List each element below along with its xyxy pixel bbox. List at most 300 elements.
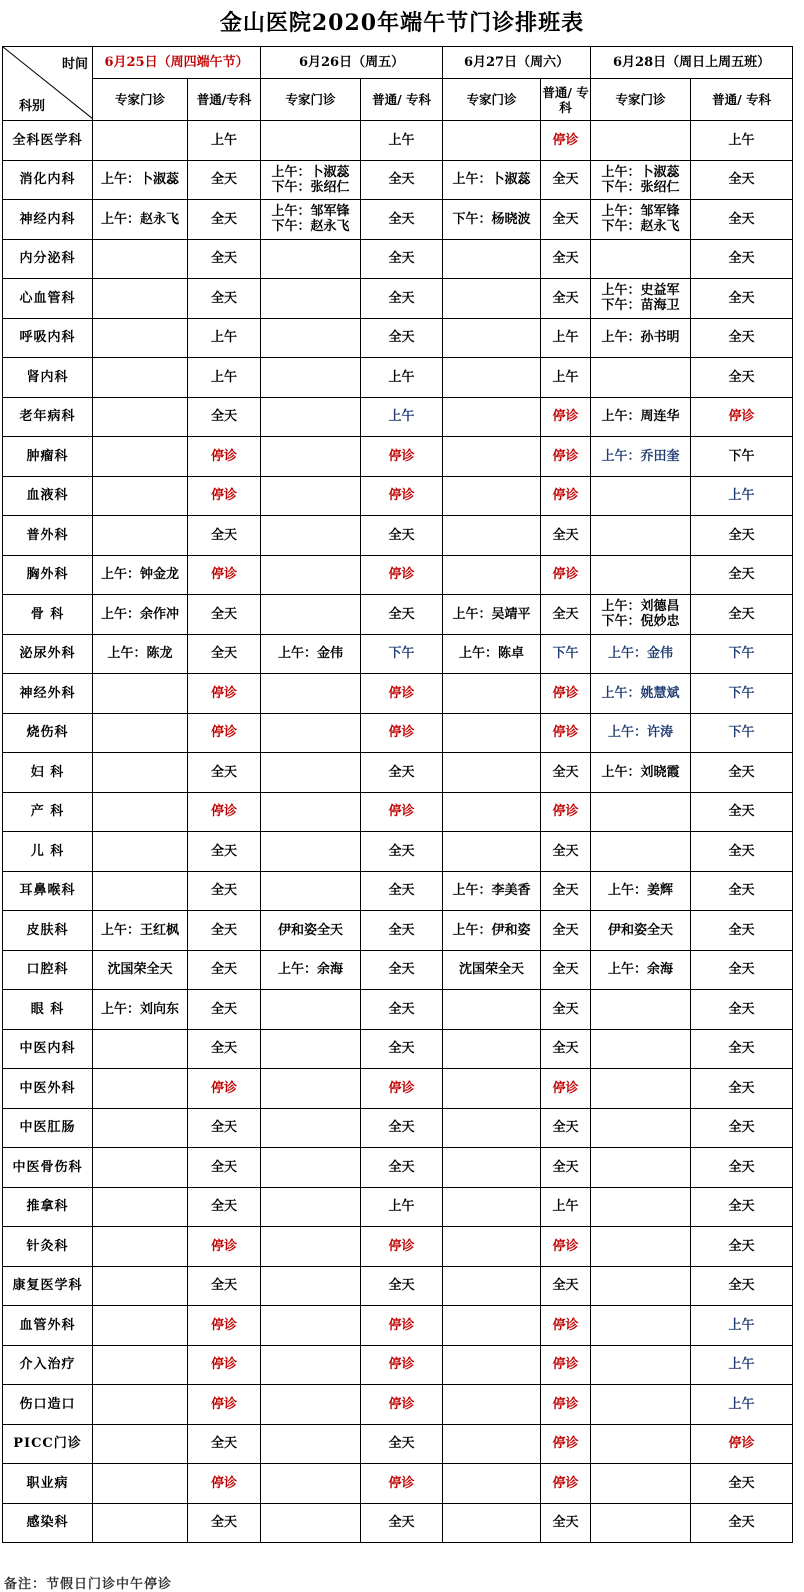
expert-clinic-cell <box>93 318 188 358</box>
expert-clinic-cell <box>93 1464 188 1504</box>
department-name: 骨 科 <box>3 595 93 635</box>
general-clinic-cell: 全天 <box>541 832 591 872</box>
expert-clinic-cell <box>591 516 691 556</box>
general-clinic-cell: 停诊 <box>188 792 261 832</box>
expert-clinic-cell <box>93 358 188 398</box>
table-row <box>3 1108 793 1148</box>
department-name: 烧伤科 <box>3 713 93 753</box>
general-clinic-cell: 全天 <box>188 397 261 437</box>
general-clinic-cell: 全天 <box>188 1266 261 1306</box>
department-name: 内分泌科 <box>3 239 93 279</box>
expert-clinic-cell: 下午：杨晓波 <box>443 200 541 240</box>
general-clinic-cell: 全天 <box>188 239 261 279</box>
expert-clinic-cell: 上午：李美香 <box>443 871 541 911</box>
expert-clinic-cell <box>443 555 541 595</box>
expert-clinic-cell <box>261 1187 361 1227</box>
expert-clinic-cell <box>93 397 188 437</box>
department-name: 老年病科 <box>3 397 93 437</box>
general-clinic-cell: 全天 <box>541 911 591 951</box>
general-clinic-cell: 停诊 <box>541 437 591 477</box>
expert-clinic-cell: 上午：余作冲 <box>93 595 188 635</box>
footer-note: 备注：节假日门诊中午停诊 <box>4 1577 173 1592</box>
general-clinic-cell: 停诊 <box>691 1424 793 1464</box>
general-clinic-cell: 停诊 <box>541 476 591 516</box>
expert-clinic-cell <box>261 1385 361 1425</box>
expert-clinic-cell <box>93 1029 188 1069</box>
table-row <box>3 713 793 753</box>
table-row <box>3 1503 793 1543</box>
department-name: 中医内科 <box>3 1029 93 1069</box>
expert-clinic-cell: 上午：余海 <box>591 950 691 990</box>
expert-clinic-cell <box>591 1385 691 1425</box>
general-clinic-cell: 全天 <box>541 753 591 793</box>
table-row <box>3 990 793 1030</box>
expert-clinic-cell <box>591 1306 691 1346</box>
general-clinic-cell: 停诊 <box>541 121 591 161</box>
general-clinic-cell: 停诊 <box>541 397 591 437</box>
department-name: 产 科 <box>3 792 93 832</box>
general-clinic-cell: 上午 <box>541 1187 591 1227</box>
general-clinic-cell: 全天 <box>691 753 793 793</box>
general-clinic-cell: 全天 <box>691 832 793 872</box>
table-row <box>3 437 793 477</box>
general-clinic-cell: 上午 <box>541 318 591 358</box>
general-clinic-cell: 全天 <box>541 239 591 279</box>
expert-clinic-cell <box>591 1345 691 1385</box>
expert-clinic-cell <box>93 1345 188 1385</box>
general-clinic-cell: 全天 <box>361 911 443 951</box>
day-header-0625: 6月25日（周四端午节） <box>93 47 261 79</box>
expert-clinic-cell: 上午：许涛 <box>591 713 691 753</box>
general-clinic-cell: 全天 <box>361 160 443 200</box>
expert-clinic-cell <box>261 1148 361 1188</box>
expert-clinic-cell <box>591 832 691 872</box>
expert-clinic-cell: 上午：卜淑蕊 <box>93 160 188 200</box>
expert-clinic-cell: 上午：王红枫 <box>93 911 188 951</box>
expert-clinic-cell <box>261 595 361 635</box>
expert-clinic-cell: 伊和姿全天 <box>261 911 361 951</box>
general-clinic-cell: 全天 <box>691 1069 793 1109</box>
corner-header-cell <box>3 47 93 121</box>
department-name: 消化内科 <box>3 160 93 200</box>
sub-header-general: 普通/ 专科 <box>691 79 793 121</box>
table-row <box>3 397 793 437</box>
general-clinic-cell: 全天 <box>691 1148 793 1188</box>
sub-header-expert: 专家门诊 <box>591 79 691 121</box>
general-clinic-cell: 上午 <box>361 358 443 398</box>
general-clinic-cell: 全天 <box>361 832 443 872</box>
expert-clinic-cell <box>261 239 361 279</box>
general-clinic-cell: 停诊 <box>361 674 443 714</box>
general-clinic-cell: 上午 <box>691 476 793 516</box>
general-clinic-cell: 停诊 <box>361 792 443 832</box>
general-clinic-cell: 全天 <box>541 200 591 240</box>
general-clinic-cell: 全天 <box>691 1503 793 1543</box>
department-name: 血液科 <box>3 476 93 516</box>
general-clinic-cell: 停诊 <box>361 1345 443 1385</box>
expert-clinic-cell: 上午：吴靖平 <box>443 595 541 635</box>
table-row <box>3 160 793 200</box>
general-clinic-cell: 全天 <box>188 1424 261 1464</box>
expert-clinic-cell <box>443 832 541 872</box>
general-clinic-cell: 停诊 <box>188 1227 261 1267</box>
general-clinic-cell: 全天 <box>361 279 443 319</box>
general-clinic-cell: 全天 <box>188 160 261 200</box>
expert-clinic-cell: 上午：余海 <box>261 950 361 990</box>
general-clinic-cell: 全天 <box>691 358 793 398</box>
general-clinic-cell: 全天 <box>691 792 793 832</box>
department-name: 伤口造口 <box>3 1385 93 1425</box>
general-clinic-cell: 停诊 <box>188 713 261 753</box>
expert-clinic-cell <box>443 1345 541 1385</box>
general-clinic-cell: 上午 <box>188 121 261 161</box>
general-clinic-cell: 下午 <box>361 634 443 674</box>
department-name: 口腔科 <box>3 950 93 990</box>
department-name: 中医骨伤科 <box>3 1148 93 1188</box>
general-clinic-cell: 停诊 <box>361 1069 443 1109</box>
general-clinic-cell: 全天 <box>361 1029 443 1069</box>
expert-clinic-cell <box>93 871 188 911</box>
expert-clinic-cell: 上午：周连华 <box>591 397 691 437</box>
expert-clinic-cell <box>443 1148 541 1188</box>
department-name: 血管外科 <box>3 1306 93 1346</box>
expert-clinic-cell <box>93 674 188 714</box>
department-name: 感染科 <box>3 1503 93 1543</box>
expert-clinic-cell <box>443 397 541 437</box>
expert-clinic-cell <box>591 1503 691 1543</box>
expert-clinic-cell <box>93 753 188 793</box>
expert-clinic-cell: 沈国荣全天 <box>93 950 188 990</box>
expert-clinic-cell <box>591 1227 691 1267</box>
general-clinic-cell: 全天 <box>361 595 443 635</box>
expert-clinic-cell <box>591 1148 691 1188</box>
expert-clinic-cell: 上午：伊和姿 <box>443 911 541 951</box>
expert-clinic-cell <box>261 1306 361 1346</box>
schedule-table <box>2 46 793 1543</box>
expert-clinic-cell: 上午：赵永飞 <box>93 200 188 240</box>
general-clinic-cell: 上午 <box>361 397 443 437</box>
general-clinic-cell: 停诊 <box>541 1385 591 1425</box>
general-clinic-cell: 上午 <box>691 1385 793 1425</box>
expert-clinic-cell <box>443 713 541 753</box>
general-clinic-cell: 全天 <box>361 950 443 990</box>
general-clinic-cell: 全天 <box>691 1029 793 1069</box>
expert-clinic-cell <box>93 279 188 319</box>
expert-clinic-cell <box>93 437 188 477</box>
table-row <box>3 634 793 674</box>
expert-clinic-cell: 上午：卜淑蕊 <box>443 160 541 200</box>
general-clinic-cell: 停诊 <box>361 476 443 516</box>
expert-clinic-cell: 上午：金伟 <box>261 634 361 674</box>
general-clinic-cell: 全天 <box>691 318 793 358</box>
general-clinic-cell: 全天 <box>691 950 793 990</box>
table-row <box>3 792 793 832</box>
expert-clinic-cell <box>591 476 691 516</box>
expert-clinic-cell <box>443 1227 541 1267</box>
general-clinic-cell: 全天 <box>541 1148 591 1188</box>
general-clinic-cell: 停诊 <box>541 792 591 832</box>
general-clinic-cell: 全天 <box>541 1029 591 1069</box>
day-header-0627: 6月27日（周六） <box>443 47 591 79</box>
general-clinic-cell: 停诊 <box>361 1306 443 1346</box>
table-row <box>3 1345 793 1385</box>
general-clinic-cell: 全天 <box>188 1503 261 1543</box>
department-name: 皮肤科 <box>3 911 93 951</box>
expert-clinic-cell <box>261 1424 361 1464</box>
expert-clinic-cell <box>261 1503 361 1543</box>
table-row <box>3 1464 793 1504</box>
general-clinic-cell: 停诊 <box>188 1345 261 1385</box>
expert-clinic-cell <box>261 318 361 358</box>
expert-clinic-cell <box>261 871 361 911</box>
expert-clinic-cell <box>93 476 188 516</box>
expert-clinic-cell <box>93 792 188 832</box>
general-clinic-cell: 下午 <box>691 713 793 753</box>
general-clinic-cell: 停诊 <box>361 437 443 477</box>
table-row <box>3 516 793 556</box>
day-header-0626: 6月26日（周五） <box>261 47 443 79</box>
general-clinic-cell: 全天 <box>361 1108 443 1148</box>
general-clinic-cell: 上午 <box>691 1345 793 1385</box>
expert-clinic-cell: 上午：陈卓 <box>443 634 541 674</box>
expert-clinic-cell <box>443 516 541 556</box>
expert-clinic-cell <box>261 437 361 477</box>
expert-clinic-cell <box>591 239 691 279</box>
expert-clinic-cell <box>591 1029 691 1069</box>
expert-clinic-cell <box>261 121 361 161</box>
general-clinic-cell: 停诊 <box>188 674 261 714</box>
table-row <box>3 318 793 358</box>
general-clinic-cell: 全天 <box>691 595 793 635</box>
general-clinic-cell: 全天 <box>188 990 261 1030</box>
table-row <box>3 1069 793 1109</box>
expert-clinic-cell <box>93 1148 188 1188</box>
general-clinic-cell: 全天 <box>541 279 591 319</box>
general-clinic-cell: 停诊 <box>541 713 591 753</box>
expert-clinic-cell <box>261 358 361 398</box>
expert-clinic-cell <box>443 1503 541 1543</box>
general-clinic-cell: 全天 <box>188 832 261 872</box>
general-clinic-cell: 全天 <box>541 1108 591 1148</box>
expert-clinic-cell <box>93 1187 188 1227</box>
expert-clinic-cell: 上午：姜辉 <box>591 871 691 911</box>
general-clinic-cell: 全天 <box>691 1227 793 1267</box>
expert-clinic-cell <box>443 1187 541 1227</box>
expert-clinic-cell <box>443 1464 541 1504</box>
general-clinic-cell: 全天 <box>691 911 793 951</box>
general-clinic-cell: 上午 <box>691 121 793 161</box>
expert-clinic-cell <box>93 1069 188 1109</box>
general-clinic-cell: 全天 <box>361 753 443 793</box>
expert-clinic-cell <box>443 1385 541 1425</box>
general-clinic-cell: 全天 <box>361 1503 443 1543</box>
table-row <box>3 239 793 279</box>
general-clinic-cell: 全天 <box>691 1108 793 1148</box>
department-name: 职业病 <box>3 1464 93 1504</box>
sub-header-general: 普通/ 专科 <box>361 79 443 121</box>
general-clinic-cell: 全天 <box>691 279 793 319</box>
general-clinic-cell: 全天 <box>361 1266 443 1306</box>
expert-clinic-cell <box>93 1503 188 1543</box>
general-clinic-cell: 全天 <box>361 1148 443 1188</box>
general-clinic-cell: 下午 <box>691 437 793 477</box>
general-clinic-cell: 全天 <box>691 1266 793 1306</box>
expert-clinic-cell <box>261 832 361 872</box>
expert-clinic-cell <box>591 1424 691 1464</box>
expert-clinic-cell <box>261 1108 361 1148</box>
expert-clinic-cell <box>93 1424 188 1464</box>
expert-clinic-cell <box>443 753 541 793</box>
expert-clinic-cell <box>591 121 691 161</box>
department-name: 心血管科 <box>3 279 93 319</box>
general-clinic-cell: 全天 <box>361 1424 443 1464</box>
general-clinic-cell: 全天 <box>691 160 793 200</box>
department-name: 推拿科 <box>3 1187 93 1227</box>
general-clinic-cell: 停诊 <box>541 1424 591 1464</box>
general-clinic-cell: 上午 <box>541 358 591 398</box>
department-name: 妇 科 <box>3 753 93 793</box>
general-clinic-cell: 停诊 <box>188 1306 261 1346</box>
general-clinic-cell: 全天 <box>188 595 261 635</box>
expert-clinic-cell <box>93 1266 188 1306</box>
general-clinic-cell: 下午 <box>541 634 591 674</box>
expert-clinic-cell <box>261 476 361 516</box>
general-clinic-cell: 停诊 <box>361 555 443 595</box>
department-name: 神经外科 <box>3 674 93 714</box>
general-clinic-cell: 全天 <box>691 990 793 1030</box>
department-name: 介入治疗 <box>3 1345 93 1385</box>
table-row <box>3 1029 793 1069</box>
general-clinic-cell: 全天 <box>188 950 261 990</box>
expert-clinic-cell <box>443 279 541 319</box>
general-clinic-cell: 全天 <box>691 516 793 556</box>
general-clinic-cell: 全天 <box>361 318 443 358</box>
general-clinic-cell: 停诊 <box>188 476 261 516</box>
expert-clinic-cell: 上午：卜淑蕊 下午：张绍仁 <box>261 160 361 200</box>
expert-clinic-cell <box>93 1227 188 1267</box>
expert-clinic-cell <box>261 674 361 714</box>
general-clinic-cell: 全天 <box>541 871 591 911</box>
general-clinic-cell: 全天 <box>541 950 591 990</box>
expert-clinic-cell <box>261 990 361 1030</box>
general-clinic-cell: 停诊 <box>541 1345 591 1385</box>
general-clinic-cell: 停诊 <box>541 1464 591 1504</box>
expert-clinic-cell <box>443 1266 541 1306</box>
table-row <box>3 1424 793 1464</box>
expert-clinic-cell <box>443 437 541 477</box>
expert-clinic-cell <box>261 1345 361 1385</box>
general-clinic-cell: 上午 <box>691 1306 793 1346</box>
day-header-0628: 6月28日（周日上周五班） <box>591 47 793 79</box>
expert-clinic-cell <box>261 1266 361 1306</box>
expert-clinic-cell <box>93 516 188 556</box>
expert-clinic-cell <box>591 1464 691 1504</box>
expert-clinic-cell <box>261 753 361 793</box>
general-clinic-cell: 全天 <box>691 871 793 911</box>
sub-header-general: 普通/ 专科 <box>541 79 591 121</box>
expert-clinic-cell: 上午：金伟 <box>591 634 691 674</box>
expert-clinic-cell <box>443 990 541 1030</box>
table-row <box>3 753 793 793</box>
department-name: 眼 科 <box>3 990 93 1030</box>
general-clinic-cell: 全天 <box>188 516 261 556</box>
general-clinic-cell: 停诊 <box>541 1069 591 1109</box>
general-clinic-cell: 全天 <box>188 871 261 911</box>
expert-clinic-cell <box>443 239 541 279</box>
general-clinic-cell: 全天 <box>691 1187 793 1227</box>
general-clinic-cell: 上午 <box>188 358 261 398</box>
expert-clinic-cell: 沈国荣全天 <box>443 950 541 990</box>
general-clinic-cell: 全天 <box>691 200 793 240</box>
expert-clinic-cell <box>261 555 361 595</box>
general-clinic-cell: 停诊 <box>188 1385 261 1425</box>
table-row <box>3 121 793 161</box>
general-clinic-cell: 全天 <box>188 1148 261 1188</box>
expert-clinic-cell: 上午：刘向东 <box>93 990 188 1030</box>
expert-clinic-cell <box>443 358 541 398</box>
general-clinic-cell: 上午 <box>361 121 443 161</box>
page-title: 金山医院2020年端午节门诊排班表 <box>219 10 585 36</box>
general-clinic-cell: 停诊 <box>541 555 591 595</box>
expert-clinic-cell <box>591 990 691 1030</box>
general-clinic-cell: 停诊 <box>361 1385 443 1425</box>
table-row <box>3 1306 793 1346</box>
table-row <box>3 358 793 398</box>
corner-time-label: 时间 <box>61 57 88 72</box>
general-clinic-cell: 停诊 <box>541 674 591 714</box>
general-clinic-cell: 全天 <box>188 200 261 240</box>
expert-clinic-cell <box>443 476 541 516</box>
expert-clinic-cell <box>261 1464 361 1504</box>
general-clinic-cell: 全天 <box>188 279 261 319</box>
general-clinic-cell: 全天 <box>361 200 443 240</box>
expert-clinic-cell <box>443 121 541 161</box>
sub-header-expert: 专家门诊 <box>261 79 361 121</box>
general-clinic-cell: 全天 <box>541 516 591 556</box>
general-clinic-cell: 停诊 <box>361 1227 443 1267</box>
expert-clinic-cell <box>591 1069 691 1109</box>
general-clinic-cell: 全天 <box>541 1266 591 1306</box>
table-row <box>3 1148 793 1188</box>
table-row <box>3 950 793 990</box>
general-clinic-cell: 全天 <box>188 911 261 951</box>
department-name: 泌尿外科 <box>3 634 93 674</box>
sub-header-expert: 专家门诊 <box>93 79 188 121</box>
table-row <box>3 279 793 319</box>
general-clinic-cell: 停诊 <box>691 397 793 437</box>
general-clinic-cell: 全天 <box>691 239 793 279</box>
general-clinic-cell: 停诊 <box>188 1069 261 1109</box>
expert-clinic-cell <box>443 1424 541 1464</box>
expert-clinic-cell: 上午：孙书明 <box>591 318 691 358</box>
general-clinic-cell: 上午 <box>361 1187 443 1227</box>
expert-clinic-cell <box>591 1266 691 1306</box>
expert-clinic-cell <box>261 1227 361 1267</box>
expert-clinic-cell <box>261 1029 361 1069</box>
department-name: 全科医学科 <box>3 121 93 161</box>
expert-clinic-cell <box>93 239 188 279</box>
sub-header-expert: 专家门诊 <box>443 79 541 121</box>
general-clinic-cell: 上午 <box>188 318 261 358</box>
expert-clinic-cell: 伊和姿全天 <box>591 911 691 951</box>
general-clinic-cell: 全天 <box>361 239 443 279</box>
department-name: 康复医学科 <box>3 1266 93 1306</box>
general-clinic-cell: 下午 <box>691 634 793 674</box>
general-clinic-cell: 全天 <box>188 753 261 793</box>
general-clinic-cell: 全天 <box>691 555 793 595</box>
expert-clinic-cell <box>261 713 361 753</box>
expert-clinic-cell <box>591 1187 691 1227</box>
